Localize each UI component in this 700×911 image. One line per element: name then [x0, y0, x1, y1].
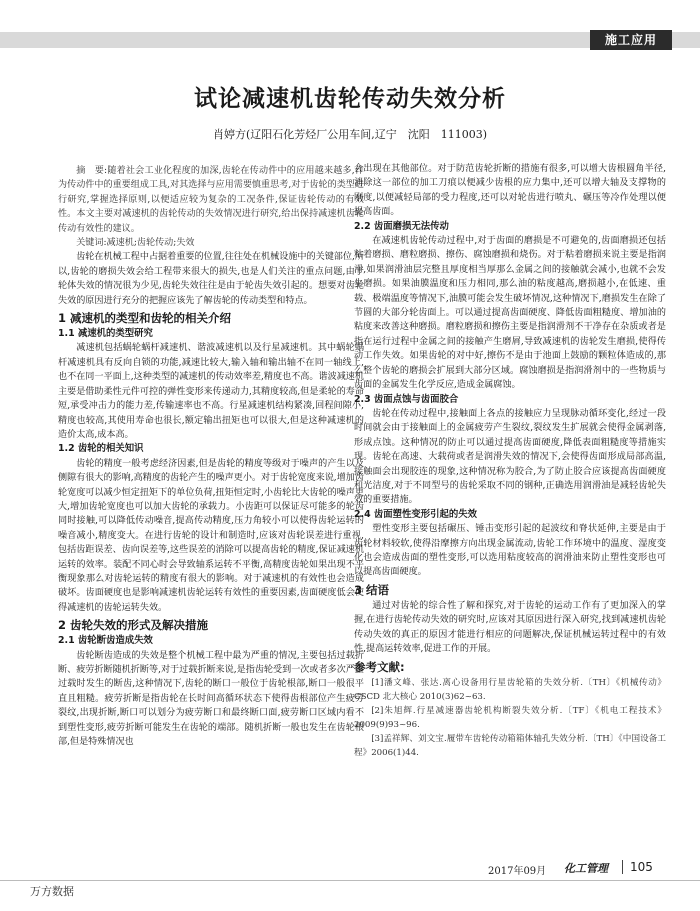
right-column	[354, 162, 666, 760]
heading-section-1: 1 减速机的类型和齿轮的相关介绍	[58, 311, 232, 326]
section-2-4-body: 塑性变形主要包括碾压、锤击变形引起的起波纹和脊状延伸,主要是由于齿轮材料较软,使得沿摩擦方向出现金属流动,齿轮工作环境中的温度、湿度变化也会造成齿面的塑性变形,可以选用粘度较高的润滑油来防止塑性变形也可以提高齿面硬度。	[354, 524, 666, 578]
heading-section-2-2: 2.2 齿面磨损无法传动	[354, 220, 449, 232]
watermark: 万方数据	[30, 885, 74, 898]
reference-item: [2]朱旭辉.行星减速器齿轮机构断裂失效分析.〔TF〕《机电工程技术》2009(9)93~96.	[354, 706, 666, 731]
section-1-1-body: 减速机包括蜗轮蜗杆减速机、谐波减速机以及行星减速机。其中蜗轮蜗杆减速机具有反向自锁的功能,减速比较大,输入轴和输出轴不在同一轴线上,也不在同一平面上,这种类型的减速机的传动效率差,精度也不高。谐波减速机主要是借助柔性元件可控的弹性变形来传递动力,其精度较高,但是柔轮的寿命短,承受冲击力的能力差,传输速率也不高。行星减速机结构紧凑,回程间隙小,精度也较高,其使用寿命也很长,额定输出扭矩也可以很大,但是这种减速机的造价太高,成本高。	[58, 343, 364, 440]
heading-section-1-2: 1.2 齿轮的相关知识	[58, 443, 144, 455]
section-2-2-body: 在减速机齿轮传动过程中,对于齿面的磨损是不可避免的,齿面磨损还包括粘着磨损、磨粒磨损、擦伤、腐蚀磨损和烧伤。对于粘着磨损来说主要是指润滑,如果润滑油层完整且厚度相当厚那么金属之间的接触就会减小,也就不会发生磨损。如果油膜温度和压力相同,那么油的粘度越高,磨损越小,在低速、重载、极端温度等情况下,油膜可能会发生破坏情况,这种情况下,磨损发生在除了节圆的大部分轮齿面上。可以通过提高齿面硬度、降低齿面粗糙度、增加油的粘度来改善这种磨损。磨粒磨损和擦伤主要是指润滑剂不干净存在杂质或者是指在运行过程中金属之间的接触产生磨屑,导致减速机的齿轮发生磨损,使得传动工作失效。如果齿轮的对中好,擦伤不是由于池面上鼓励的颗粒体造成的,那么整个齿轮的磨损会扩展到大部分区域。腐蚀磨损是指润滑剂中的一些物质与齿面的金属发生化学反应,造成金属腐蚀。	[354, 236, 666, 391]
footer-journal-name: 化工管理	[564, 862, 608, 875]
left-column	[58, 164, 364, 749]
footer-date: 2017年09月	[488, 866, 547, 877]
footer-rule	[0, 880, 700, 881]
section-2-3-body: 齿轮在传动过程中,接触面上各点的接触应力呈现脉动循环变化,经过一段时间就会由于接触面上的金属疲劳产生裂纹,裂纹发生扩展就会使得金属剥落,形成点蚀。这种情况的防止可以通过提高齿面硬度,降低表面粗糙度等措施实现。齿轮在高速、大载荷或者是润滑失效的情况下,会使得齿面形成局部高温,接触面会出现胶连的现象,这种情况称为胶合,为了防止胶合应该提高齿面硬度和光洁度,对于不同型号的齿轮采取不同的钢种,正确选用润滑油是减轻齿轮失效的重要措施。	[354, 408, 666, 506]
author-line: 肖婷方(辽阳石化芳烃厂公用车间,辽宁 沈阳 111003)	[212, 128, 488, 141]
section-1-2-body: 齿轮的精度一般考虑经济因素,但是齿轮的精度等级对于噪声的产生以及侧隙有很大的影响,高精度的齿轮产生的噪声更小。对于齿轮宽度来说,增加齿轮宽度可以减少恒定扭矩下的单位负荷,扭矩恒定时,小齿轮比大齿轮的噪声更大,增加齿轮宽度也可以加大齿轮的承载力。小齿距可以保证尽可能多的轮齿同时接触,可以降低传动噪音,提高传动精度,压力角较小可以使得齿轮运转的噪音减小,精度变大。在进行齿轮的设计和制造时,应该对齿轮误差进行重视,包括齿距误差、齿向误差等,这些误差的消除可以提高齿轮的精度,保证减速机运转的效率。装配不同心时会导致轴系运转不平衡,高精度齿轮如果出现不平衡现象那么对齿轮运转的精度有很大的影响。对于减速机的有效性也会造成破坏。齿面硬度也是影响减速机齿轮运转有效性的重要因素,齿面硬度低会使得减速机的齿轮运转失效。	[58, 458, 364, 613]
references-heading: 参考文献:	[354, 660, 405, 675]
reference-item: [1]潘文峰、张达.离心设备用行星齿轮箱的失效分析.〔TH〕《机械传动》CSCD 北大核心 2010(3)62~63.	[354, 678, 666, 703]
heading-section-2-1: 2.1 齿轮断齿造成失效	[58, 635, 153, 647]
section-tag: 施工应用	[590, 30, 672, 50]
page-number: 105	[630, 860, 653, 874]
heading-section-2-3: 2.3 齿面点蚀与齿面胶合	[354, 393, 459, 405]
section-2-1-body-right: 会出现在其他部位。对于防范齿轮折断的措施有很多,可以增大齿根圆角半径,消除这一部位的加工刀痕以便减少齿根的应力集中,还可以增大轴及支撑物的刚度,以便减轻局部的受力程度,还可以对轮齿进行喷丸、碾压等冷作处理以便提高齿面。	[354, 164, 666, 218]
article-title: 试论减速机齿轮传动失效分析	[194, 86, 506, 112]
footer-divider	[622, 860, 623, 874]
heading-section-2-4: 2.4 齿面塑性变形引起的失效	[354, 508, 477, 520]
section-2-1-body-left: 齿轮断齿造成的失效是整个机械工程中最为严重的情况,主要包括过载折断、疲劳折断随机折断等,对于过载折断来说,是指齿轮受到一次或者多次严重过载时发生的断齿,这种情况下,齿轮的断口一般位于齿轮根部,断口一般很平直且粗糙。疲劳折断是指齿轮在长时间高循环状态下使得齿根部位产生疲劳裂纹,出现折断,断口可以划分为疲劳断口和最终断口面,疲劳断口区域内看不到塑性变形,疲劳折断可能发生在齿轮的端部。随机折断一般也发生在齿轮根部,但是特殊情况也	[58, 650, 364, 748]
keywords: 关键词:减速机;齿轮传动;失效	[76, 238, 195, 249]
heading-section-2: 2 齿轮失效的形式及解决措施	[58, 618, 209, 633]
heading-section-3: 3 结语	[354, 582, 390, 597]
heading-section-1-1: 1.1 减速机的类型研究	[58, 328, 153, 340]
section-3-body: 通过对齿轮的综合性了解和探究,对于齿轮的运动工作有了更加深入的掌握,在进行齿轮传动失效的研究时,应该对其原因进行深入研究,找到减速机齿轮传动失效的真正的原因才能进行相应的问题解决,保证机械运转过程中的有效性,提高运转效率,促进工作的开展。	[354, 600, 666, 654]
intro-paragraph: 齿轮在机械工程中占据着重要的位置,往往处在机械设施中的关键部位,所以,齿轮的磨损失效会给工程带来很大的损失,也是人们关注的重点问题,由于轮体失效的情况很为少见,齿轮失效往往是由于轮齿失效引起的。想要对齿轮失效的原因进行充分的把握应该先了解齿轮的传动类型和特点。	[58, 252, 364, 306]
abstract: 摘 要:随着社会工业化程度的加深,齿轮在传动件中的应用越来越多,作为传动件中的重要组成工具,对其选择与应用需要慎重思考,对于齿轮的类型进行研究,掌握选择原则,以便适应较为复杂的工况条件,保证齿轮传动的有效性。本文主要对减速机的齿轮传动的失效情况进行研究,给出保持减速机齿轮传动有效性的建议。	[58, 166, 364, 234]
reference-item: [3]孟祥辉、刘文宝.履带车齿轮传动箱箱体轴孔失效分析.〔TH〕《中国设备工程》2006(1)44.	[354, 734, 666, 759]
